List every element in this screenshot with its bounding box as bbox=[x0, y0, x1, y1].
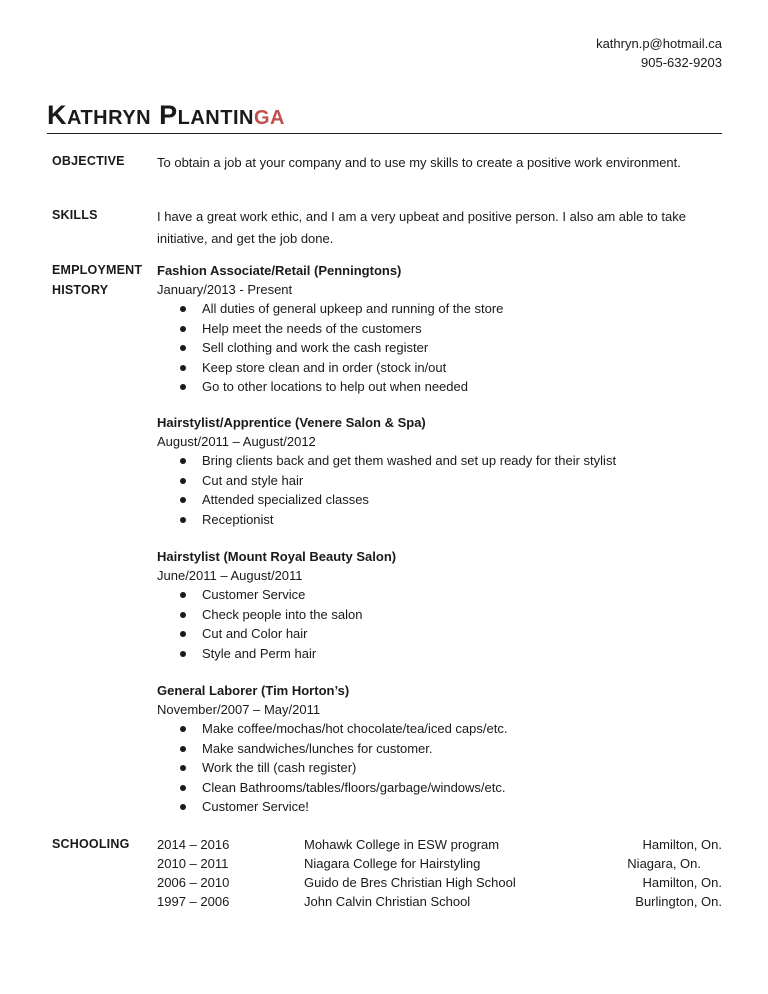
bullet-icon bbox=[180, 365, 186, 371]
duty-text: Help meet the needs of the customers bbox=[202, 320, 422, 336]
bullet-icon bbox=[180, 306, 186, 312]
school-location: Niagara, On. bbox=[627, 856, 701, 871]
school-years: 1997 – 2006 bbox=[157, 894, 230, 909]
job-duties-list bbox=[157, 451, 717, 529]
job-entry bbox=[157, 413, 717, 529]
school-location: Hamilton, On. bbox=[642, 875, 722, 890]
list-item bbox=[157, 338, 717, 358]
duty-text: Customer Service bbox=[202, 587, 306, 602]
list-item bbox=[157, 319, 717, 339]
objective-text: To obtain a job at your company and to use my skills to create a positive work environment. bbox=[157, 155, 681, 170]
bullet-icon bbox=[180, 517, 186, 523]
school-name: John Calvin Christian School bbox=[304, 894, 471, 909]
list-item bbox=[157, 490, 717, 510]
list-item bbox=[157, 739, 717, 759]
bullet-icon bbox=[180, 631, 186, 637]
page-title bbox=[47, 98, 285, 135]
job-dates: January/2013 - Present bbox=[157, 282, 293, 297]
job-duties-list bbox=[157, 719, 717, 817]
list-item bbox=[157, 471, 717, 491]
duty-text: Make coffee/mochas/hot chocolate/tea/iced caps/etc. bbox=[202, 721, 508, 736]
duty-text: Sell clothing and work the cash register bbox=[202, 340, 429, 356]
duty-text: Cut and style hair bbox=[202, 472, 304, 488]
bullet-icon bbox=[180, 384, 186, 390]
employment-section bbox=[52, 261, 722, 821]
bullet-icon bbox=[180, 326, 186, 332]
list-item bbox=[157, 358, 717, 378]
school-name: Niagara College for Hairstyling bbox=[304, 856, 481, 871]
duty-text: Bring clients back and get them washed and set up ready for their stylist bbox=[202, 453, 617, 468]
name-first-initial: K bbox=[47, 100, 67, 130]
objective-section bbox=[52, 152, 722, 196]
duty-text: Cut and Color hair bbox=[202, 626, 308, 642]
school-location: Hamilton, On. bbox=[642, 837, 722, 852]
duty-text: Keep store clean and in order (stock in/out bbox=[202, 359, 447, 375]
duty-text: Clean Bathrooms/tables/floors/garbage/windows/etc. bbox=[202, 779, 506, 795]
employment-label-line2: HISTORY bbox=[52, 282, 109, 297]
job-dates: August/2011 – August/2012 bbox=[157, 434, 316, 449]
table-row bbox=[157, 892, 722, 911]
schooling-section bbox=[52, 835, 722, 915]
bullet-icon bbox=[180, 612, 186, 618]
list-item bbox=[157, 585, 717, 605]
school-years: 2014 – 2016 bbox=[157, 837, 230, 852]
list-item bbox=[157, 644, 717, 664]
job-dates: June/2011 – August/2011 bbox=[157, 568, 303, 583]
bullet-icon bbox=[180, 785, 186, 791]
list-item bbox=[157, 451, 717, 471]
duty-text: All duties of general upkeep and running of the store bbox=[202, 301, 504, 316]
bullet-icon bbox=[180, 746, 186, 752]
table-row bbox=[157, 873, 722, 892]
name-last-rest: LANTIN bbox=[177, 107, 254, 129]
skills-label: SKILLS bbox=[52, 208, 98, 222]
bullet-icon bbox=[180, 726, 186, 732]
name-last-initial: P bbox=[159, 100, 178, 130]
employment-label bbox=[52, 261, 152, 300]
job-entry bbox=[157, 261, 717, 397]
school-name: Mohawk College in ESW program bbox=[304, 837, 500, 852]
table-row bbox=[157, 854, 717, 873]
school-years: 2010 – 2011 bbox=[157, 856, 229, 871]
bullet-icon bbox=[180, 497, 186, 503]
list-item bbox=[157, 758, 717, 778]
skills-text: I have a great work ethic, and I am a very upbeat and positive person. I also am able to take initiative, and get the job done. bbox=[157, 209, 686, 246]
job-title: Hairstylist (Mount Royal Beauty Salon) bbox=[157, 549, 397, 564]
job-entry bbox=[157, 681, 717, 817]
bullet-icon bbox=[180, 804, 186, 810]
duty-text: Attended specialized classes bbox=[202, 492, 369, 508]
list-item bbox=[157, 719, 717, 739]
table-row bbox=[157, 835, 722, 854]
bullet-icon bbox=[180, 651, 186, 657]
name-first-rest: ATHRYN bbox=[67, 107, 152, 129]
list-item bbox=[157, 605, 717, 625]
job-duties-list bbox=[157, 585, 717, 663]
schooling-label: SCHOOLING bbox=[52, 837, 130, 851]
job-duties-list bbox=[157, 299, 717, 397]
employment-label-line1: EMPLOYMENT bbox=[52, 263, 143, 277]
list-item bbox=[157, 797, 717, 817]
job-title: Fashion Associate/Retail (Penningtons) bbox=[157, 263, 402, 278]
title-divider bbox=[47, 133, 722, 134]
bullet-icon bbox=[180, 765, 186, 771]
duty-text: Make sandwiches/lunches for customer. bbox=[202, 740, 433, 756]
duty-text: Go to other locations to help out when needed bbox=[202, 379, 468, 395]
list-item bbox=[157, 510, 717, 530]
duty-text: Check people into the salon bbox=[202, 606, 363, 622]
school-name: Guido de Bres Christian High School bbox=[304, 875, 516, 890]
duty-text: Work the till (cash register) bbox=[202, 760, 357, 776]
bullet-icon bbox=[180, 345, 186, 351]
duty-text: Customer Service! bbox=[202, 799, 309, 815]
phone-text: 905-632-9203 bbox=[641, 55, 722, 70]
list-item bbox=[157, 299, 717, 319]
email-text: kathryn.p@hotmail.ca bbox=[596, 36, 722, 51]
job-entry bbox=[157, 547, 717, 663]
job-dates: November/2007 – May/2011 bbox=[157, 702, 321, 717]
job-title: Hairstylist/Apprentice (Venere Salon & Spa) bbox=[157, 415, 426, 430]
school-years: 2006 – 2010 bbox=[157, 875, 230, 890]
list-item bbox=[157, 778, 717, 798]
contact-block bbox=[596, 34, 722, 72]
list-item bbox=[157, 624, 717, 644]
skills-section bbox=[52, 206, 722, 250]
list-item bbox=[157, 377, 717, 397]
job-title: General Laborer (Tim Horton’s) bbox=[157, 683, 350, 698]
bullet-icon bbox=[180, 458, 186, 464]
bullet-icon bbox=[180, 592, 186, 598]
school-location: Burlington, On. bbox=[635, 894, 722, 909]
objective-label: OBJECTIVE bbox=[52, 154, 125, 168]
name-last-accent: GA bbox=[253, 107, 285, 129]
bullet-icon bbox=[180, 478, 186, 484]
duty-text: Style and Perm hair bbox=[202, 645, 317, 661]
duty-text: Receptionist bbox=[202, 511, 274, 527]
